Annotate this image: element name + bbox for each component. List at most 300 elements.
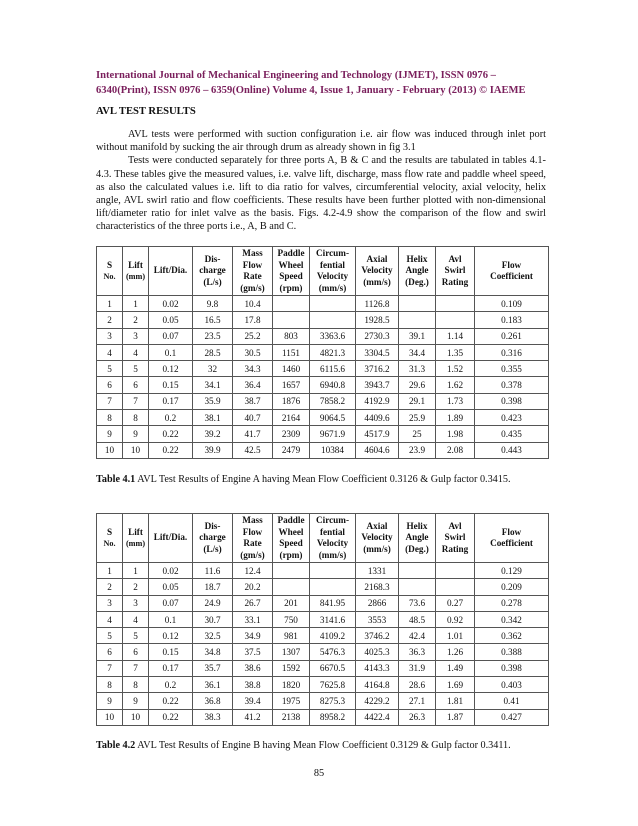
- table-cell: 42.5: [233, 442, 273, 458]
- table-cell: 1928.5: [356, 312, 399, 328]
- column-header-line: (mm/s): [363, 276, 391, 287]
- table-cell: 4: [97, 611, 123, 627]
- table-cell: 73.6: [399, 595, 436, 611]
- table-cell: 1876: [273, 393, 310, 409]
- table-cell: 6: [123, 644, 149, 660]
- table-cell: 9064.5: [310, 410, 356, 426]
- table-cell: 5476.3: [310, 644, 356, 660]
- column-header: [356, 514, 399, 563]
- table-cell: 4143.3: [356, 660, 399, 676]
- table-cell: 8275.3: [310, 693, 356, 709]
- column-header: [123, 514, 149, 563]
- column-header-line: Mass: [242, 515, 263, 525]
- table-cell: 0.27: [436, 595, 475, 611]
- column-header: [399, 514, 436, 563]
- table-cell: 23.9: [399, 442, 436, 458]
- column-header-line: Lift: [128, 259, 143, 270]
- table-cell: 0.05: [149, 579, 193, 595]
- table-cell: 2309: [273, 426, 310, 442]
- table-cell: 4: [97, 344, 123, 360]
- table-row: [97, 579, 549, 595]
- table-cell: 2479: [273, 442, 310, 458]
- table-cell: 38.8: [233, 677, 273, 693]
- table-cell: 39.4: [233, 693, 273, 709]
- column-header-line: Circum-: [316, 515, 349, 525]
- table-row: [97, 677, 549, 693]
- column-header: [149, 247, 193, 296]
- table-cell: 4229.2: [356, 693, 399, 709]
- table-cell: 841.95: [310, 595, 356, 611]
- table-cell: 25.2: [233, 328, 273, 344]
- column-header-line: (rpm): [279, 549, 303, 560]
- table-cell: 35.9: [193, 393, 233, 409]
- column-header-line: Helix: [406, 253, 428, 264]
- table-cell: 0.388: [475, 644, 549, 660]
- column-header-line: No.: [103, 539, 116, 548]
- table-cell: [399, 563, 436, 579]
- table-cell: 26.3: [399, 709, 436, 725]
- table-cell: 7625.8: [310, 677, 356, 693]
- table-cell: 6115.6: [310, 361, 356, 377]
- table-row: [97, 426, 549, 442]
- paragraph-2: Tests were conducted separately for three ports A, B & C and the results are tabulated in tables 4.1-4.3. These tables give the measured values, i.e. valve lift, discharge, mass flow rate and paddle wheel speed, as also the calculated values i.e. lift to dia ratio for valves, circumferential velocity, axial velocity, helix angle, AVL swirl ratio and flow coefficients. These results have been further plotted with non-dimensional lift/diameter ratio for inlet valve as the basis. Figs. 4.2-4.9 show the comparison of the flow and swirl characteristics of the three ports i.e., A, B and C.: [96, 155, 546, 233]
- table-cell: 34.9: [233, 628, 273, 644]
- table-cell: 30.5: [233, 344, 273, 360]
- table-cell: 17.8: [233, 312, 273, 328]
- table-cell: 40.7: [233, 410, 273, 426]
- table-cell: 0.378: [475, 377, 549, 393]
- table-cell: 9.8: [193, 296, 233, 312]
- table-cell: 1.69: [436, 677, 475, 693]
- table-cell: [310, 563, 356, 579]
- table-cell: 4604.6: [356, 442, 399, 458]
- table-cell: 0.183: [475, 312, 549, 328]
- table-cell: 3363.6: [310, 328, 356, 344]
- table-cell: 9671.9: [310, 426, 356, 442]
- table-cell: 2: [97, 579, 123, 595]
- table-cell: 10: [97, 709, 123, 725]
- table-cell: [310, 579, 356, 595]
- table-cell: 29.6: [399, 377, 436, 393]
- column-header-line: Coefficient: [490, 271, 533, 281]
- table-cell: 25.9: [399, 410, 436, 426]
- table-cell: 7: [123, 660, 149, 676]
- table-cell: 11.6: [193, 563, 233, 579]
- column-header: [193, 514, 233, 563]
- column-header-line: Paddle: [277, 248, 305, 258]
- table-cell: 35.7: [193, 660, 233, 676]
- table-cell: 41.2: [233, 709, 273, 725]
- table-4-2-caption: [96, 740, 511, 751]
- caption-label: Table 4.2: [96, 740, 136, 751]
- table-cell: 2: [123, 312, 149, 328]
- table-cell: 34.3: [233, 361, 273, 377]
- column-header: [436, 514, 475, 563]
- table-cell: 1: [97, 296, 123, 312]
- table-cell: 1460: [273, 361, 310, 377]
- table-row: [97, 595, 549, 611]
- table-cell: [436, 579, 475, 595]
- page-number: 85: [313, 768, 325, 779]
- table-cell: 1592: [273, 660, 310, 676]
- table-cell: [399, 579, 436, 595]
- table-cell: 26.7: [233, 595, 273, 611]
- table-cell: 3716.2: [356, 361, 399, 377]
- table-cell: [273, 563, 310, 579]
- table-cell: 36.3: [399, 644, 436, 660]
- column-header-line: Speed: [279, 271, 303, 281]
- column-header: [310, 247, 356, 296]
- table-cell: 0.92: [436, 611, 475, 627]
- table-row: [97, 611, 549, 627]
- column-header-line: (rpm): [279, 282, 303, 293]
- table-cell: 0.12: [149, 628, 193, 644]
- table-cell: 0.2: [149, 410, 193, 426]
- column-header-line: Velocity: [361, 265, 393, 276]
- table-cell: 30.7: [193, 611, 233, 627]
- column-header-line: Swirl: [444, 532, 466, 543]
- table-cell: 6: [123, 377, 149, 393]
- table-cell: 0.02: [149, 296, 193, 312]
- column-header-line: charge: [199, 265, 226, 276]
- table-cell: 4: [123, 344, 149, 360]
- results-table-engine-b: [96, 513, 549, 726]
- table-cell: [436, 296, 475, 312]
- table-cell: [399, 296, 436, 312]
- table-cell: 5: [123, 361, 149, 377]
- column-header: [149, 514, 193, 563]
- table-cell: 39.2: [193, 426, 233, 442]
- column-header-line: Speed: [279, 538, 303, 548]
- table-cell: 34.1: [193, 377, 233, 393]
- column-header-line: Coefficient: [490, 538, 533, 548]
- table-row: [97, 442, 549, 458]
- table-cell: 0.17: [149, 393, 193, 409]
- column-header-line: (L/s): [203, 276, 222, 287]
- table-cell: 34.8: [193, 644, 233, 660]
- table-cell: 0.22: [149, 426, 193, 442]
- table-cell: 38.7: [233, 393, 273, 409]
- table-cell: 38.6: [233, 660, 273, 676]
- table-cell: 981: [273, 628, 310, 644]
- table-cell: 2: [123, 579, 149, 595]
- table-cell: 3: [97, 595, 123, 611]
- table-cell: 2164: [273, 410, 310, 426]
- column-header-line: S: [106, 526, 113, 537]
- column-header-line: Axial: [366, 253, 388, 264]
- caption-text: AVL Test Results of Engine B having Mean Flow Coefficient 0.3129 & Gulp factor 0.3411.: [137, 740, 511, 751]
- table-header-row: [97, 247, 549, 296]
- column-header-line: Avl: [448, 520, 462, 531]
- column-header-line: fential: [319, 526, 345, 537]
- table-cell: 3943.7: [356, 377, 399, 393]
- column-header-line: Flow: [501, 526, 522, 537]
- table-cell: [310, 296, 356, 312]
- table-cell: 3746.2: [356, 628, 399, 644]
- table-cell: 0.15: [149, 644, 193, 660]
- table-cell: 0.1: [149, 344, 193, 360]
- column-header-line: Avl: [448, 253, 462, 264]
- table-cell: 4025.3: [356, 644, 399, 660]
- table-cell: 0.22: [149, 442, 193, 458]
- table-cell: 7858.2: [310, 393, 356, 409]
- table-cell: 41.7: [233, 426, 273, 442]
- table-cell: 1.35: [436, 344, 475, 360]
- table-cell: 0.316: [475, 344, 549, 360]
- table-cell: 37.5: [233, 644, 273, 660]
- column-header-line: (mm/s): [318, 549, 347, 560]
- column-header-line: Rate: [243, 538, 262, 548]
- table-row: [97, 393, 549, 409]
- table-cell: 0.398: [475, 660, 549, 676]
- table-cell: 3141.6: [310, 611, 356, 627]
- table-cell: 0.1: [149, 611, 193, 627]
- table-cell: 201: [273, 595, 310, 611]
- table-cell: 2168.3: [356, 579, 399, 595]
- table-cell: 1.14: [436, 328, 475, 344]
- table-cell: 4821.3: [310, 344, 356, 360]
- table-cell: 0.05: [149, 312, 193, 328]
- column-header-line: Angle: [405, 265, 429, 276]
- table-cell: 0.398: [475, 393, 549, 409]
- column-header-line: Wheel: [278, 526, 304, 537]
- table-cell: 1.49: [436, 660, 475, 676]
- table-row: [97, 296, 549, 312]
- table-cell: 48.5: [399, 611, 436, 627]
- column-header: [436, 247, 475, 296]
- table-cell: [310, 312, 356, 328]
- table-row: [97, 709, 549, 725]
- table-cell: 0.17: [149, 660, 193, 676]
- column-header-line: Flow: [501, 259, 522, 270]
- table-cell: 12.4: [233, 563, 273, 579]
- column-header-line: (L/s): [203, 543, 222, 554]
- table-header-row: [97, 514, 549, 563]
- table-row: [97, 344, 549, 360]
- table-cell: 1.01: [436, 628, 475, 644]
- column-header: [97, 247, 123, 296]
- table-cell: 5: [97, 361, 123, 377]
- table-cell: 0.342: [475, 611, 549, 627]
- table-cell: 1.81: [436, 693, 475, 709]
- table-cell: 39.1: [399, 328, 436, 344]
- column-header-line: Velocity: [316, 271, 349, 281]
- table-cell: 24.9: [193, 595, 233, 611]
- table-cell: 6: [97, 644, 123, 660]
- table-cell: 0.278: [475, 595, 549, 611]
- table-cell: 0.109: [475, 296, 549, 312]
- table-cell: 33.1: [233, 611, 273, 627]
- table-cell: 31.9: [399, 660, 436, 676]
- table-cell: 3: [123, 328, 149, 344]
- table-cell: [273, 296, 310, 312]
- table-cell: 8: [97, 410, 123, 426]
- table-cell: 1: [97, 563, 123, 579]
- column-header-line: Dis-: [204, 520, 221, 531]
- column-header: [273, 247, 310, 296]
- table-cell: 8: [97, 677, 123, 693]
- table-row: [97, 328, 549, 344]
- table-cell: 10: [123, 709, 149, 725]
- table-cell: 8958.2: [310, 709, 356, 725]
- column-header: [475, 247, 549, 296]
- table-cell: 10.4: [233, 296, 273, 312]
- column-header: [356, 247, 399, 296]
- column-header: [97, 514, 123, 563]
- table-cell: 1.62: [436, 377, 475, 393]
- table-row: [97, 660, 549, 676]
- column-header-line: Mass: [242, 248, 263, 258]
- column-header-line: Rate: [243, 271, 262, 281]
- table-cell: 0.362: [475, 628, 549, 644]
- table-cell: 4192.9: [356, 393, 399, 409]
- table-cell: 0.07: [149, 595, 193, 611]
- table-cell: 1.89: [436, 410, 475, 426]
- table-cell: 2: [97, 312, 123, 328]
- column-header-line: Velocity: [316, 538, 349, 548]
- table-row: [97, 312, 549, 328]
- column-header-line: (Deg.): [405, 543, 429, 554]
- table-row: [97, 563, 549, 579]
- table-cell: 0.443: [475, 442, 549, 458]
- column-header: [399, 247, 436, 296]
- table-cell: [273, 312, 310, 328]
- column-header-line: No.: [103, 272, 116, 281]
- table-cell: 0.435: [475, 426, 549, 442]
- column-header-line: Rating: [441, 276, 469, 287]
- table-cell: 1975: [273, 693, 310, 709]
- table-cell: 1.52: [436, 361, 475, 377]
- table-cell: 1.87: [436, 709, 475, 725]
- table-cell: 28.5: [193, 344, 233, 360]
- column-header-line: Circum-: [316, 248, 349, 258]
- column-header-line: Flow: [242, 526, 263, 537]
- journal-header: [96, 68, 546, 98]
- table-cell: 7: [123, 393, 149, 409]
- table-cell: 1820: [273, 677, 310, 693]
- table-cell: 0.22: [149, 709, 193, 725]
- table-cell: 2730.3: [356, 328, 399, 344]
- table-cell: 7: [97, 393, 123, 409]
- column-header-line: Lift/Dia.: [153, 265, 188, 276]
- column-header-line: Swirl: [444, 265, 466, 276]
- column-header-line: S: [106, 259, 113, 270]
- table-cell: 2.08: [436, 442, 475, 458]
- column-header-line: Helix: [406, 520, 428, 531]
- table-cell: 28.6: [399, 677, 436, 693]
- table-cell: 3: [97, 328, 123, 344]
- table-cell: 10384: [310, 442, 356, 458]
- column-header-line: (mm): [125, 539, 146, 548]
- results-table-engine-a: [96, 246, 549, 459]
- table-cell: 10: [97, 442, 123, 458]
- table-cell: 5: [123, 628, 149, 644]
- table-row: [97, 377, 549, 393]
- table-cell: 34.4: [399, 344, 436, 360]
- table-cell: 803: [273, 328, 310, 344]
- table-cell: 1: [123, 563, 149, 579]
- journal-header-line1: International Journal of Mechanical Engineering and Technology (IJMET), ISSN 0976 –: [96, 70, 496, 81]
- table-cell: 10: [123, 442, 149, 458]
- column-header-line: Velocity: [361, 532, 393, 543]
- table-cell: 38.3: [193, 709, 233, 725]
- column-header-line: charge: [199, 532, 226, 543]
- table-cell: 4109.2: [310, 628, 356, 644]
- column-header: [475, 514, 549, 563]
- table-cell: 1307: [273, 644, 310, 660]
- table-cell: 36.4: [233, 377, 273, 393]
- table-cell: 0.15: [149, 377, 193, 393]
- column-header-line: (gm/s): [240, 282, 265, 293]
- paragraph-1: AVL tests were performed with suction configuration i.e. air flow was induced through inlet port without manifold by sucking the air through drum as already shown in fig 3.1: [96, 129, 546, 154]
- column-header: [310, 514, 356, 563]
- table-cell: [436, 312, 475, 328]
- table-cell: 18.7: [193, 579, 233, 595]
- table-cell: 1126.8: [356, 296, 399, 312]
- table-cell: 0.403: [475, 677, 549, 693]
- table-cell: 7: [97, 660, 123, 676]
- column-header-line: Dis-: [204, 253, 221, 264]
- section-title: AVL TEST RESULTS: [96, 106, 196, 117]
- table-cell: 9: [123, 693, 149, 709]
- table-cell: 9: [97, 693, 123, 709]
- table-cell: 9: [97, 426, 123, 442]
- table-cell: 1.26: [436, 644, 475, 660]
- table-cell: 36.1: [193, 677, 233, 693]
- column-header-line: Axial: [366, 520, 388, 531]
- table-cell: 3304.5: [356, 344, 399, 360]
- table-cell: 38.1: [193, 410, 233, 426]
- table-cell: 4409.6: [356, 410, 399, 426]
- table-cell: 9: [123, 426, 149, 442]
- table-cell: 3553: [356, 611, 399, 627]
- table-cell: 1.73: [436, 393, 475, 409]
- table-cell: 4164.8: [356, 677, 399, 693]
- table-cell: 27.1: [399, 693, 436, 709]
- column-header: [193, 247, 233, 296]
- table-row: [97, 410, 549, 426]
- column-header-line: (mm/s): [363, 543, 391, 554]
- table-cell: [399, 312, 436, 328]
- table-cell: 750: [273, 611, 310, 627]
- column-header-line: Wheel: [278, 259, 304, 270]
- table-cell: 25: [399, 426, 436, 442]
- table-cell: 0.129: [475, 563, 549, 579]
- column-header-line: fential: [319, 259, 345, 270]
- table-cell: 8: [123, 410, 149, 426]
- column-header-line: Paddle: [277, 515, 305, 525]
- table-cell: 1331: [356, 563, 399, 579]
- table-cell: 0.427: [475, 709, 549, 725]
- table-cell: 1: [123, 296, 149, 312]
- table-cell: 2138: [273, 709, 310, 725]
- table-cell: 23.5: [193, 328, 233, 344]
- table-cell: 0.22: [149, 693, 193, 709]
- table-row: [97, 361, 549, 377]
- column-header-line: (mm/s): [318, 282, 347, 293]
- table-cell: 6670.5: [310, 660, 356, 676]
- body-text: [96, 128, 546, 234]
- table-cell: 0.12: [149, 361, 193, 377]
- table-cell: 8: [123, 677, 149, 693]
- column-header-line: (gm/s): [240, 549, 265, 560]
- table-cell: 20.2: [233, 579, 273, 595]
- column-header-line: (Deg.): [405, 276, 429, 287]
- table-cell: 31.3: [399, 361, 436, 377]
- table-cell: 0.07: [149, 328, 193, 344]
- column-header-line: Lift: [128, 526, 143, 537]
- column-header-line: (mm): [125, 272, 146, 281]
